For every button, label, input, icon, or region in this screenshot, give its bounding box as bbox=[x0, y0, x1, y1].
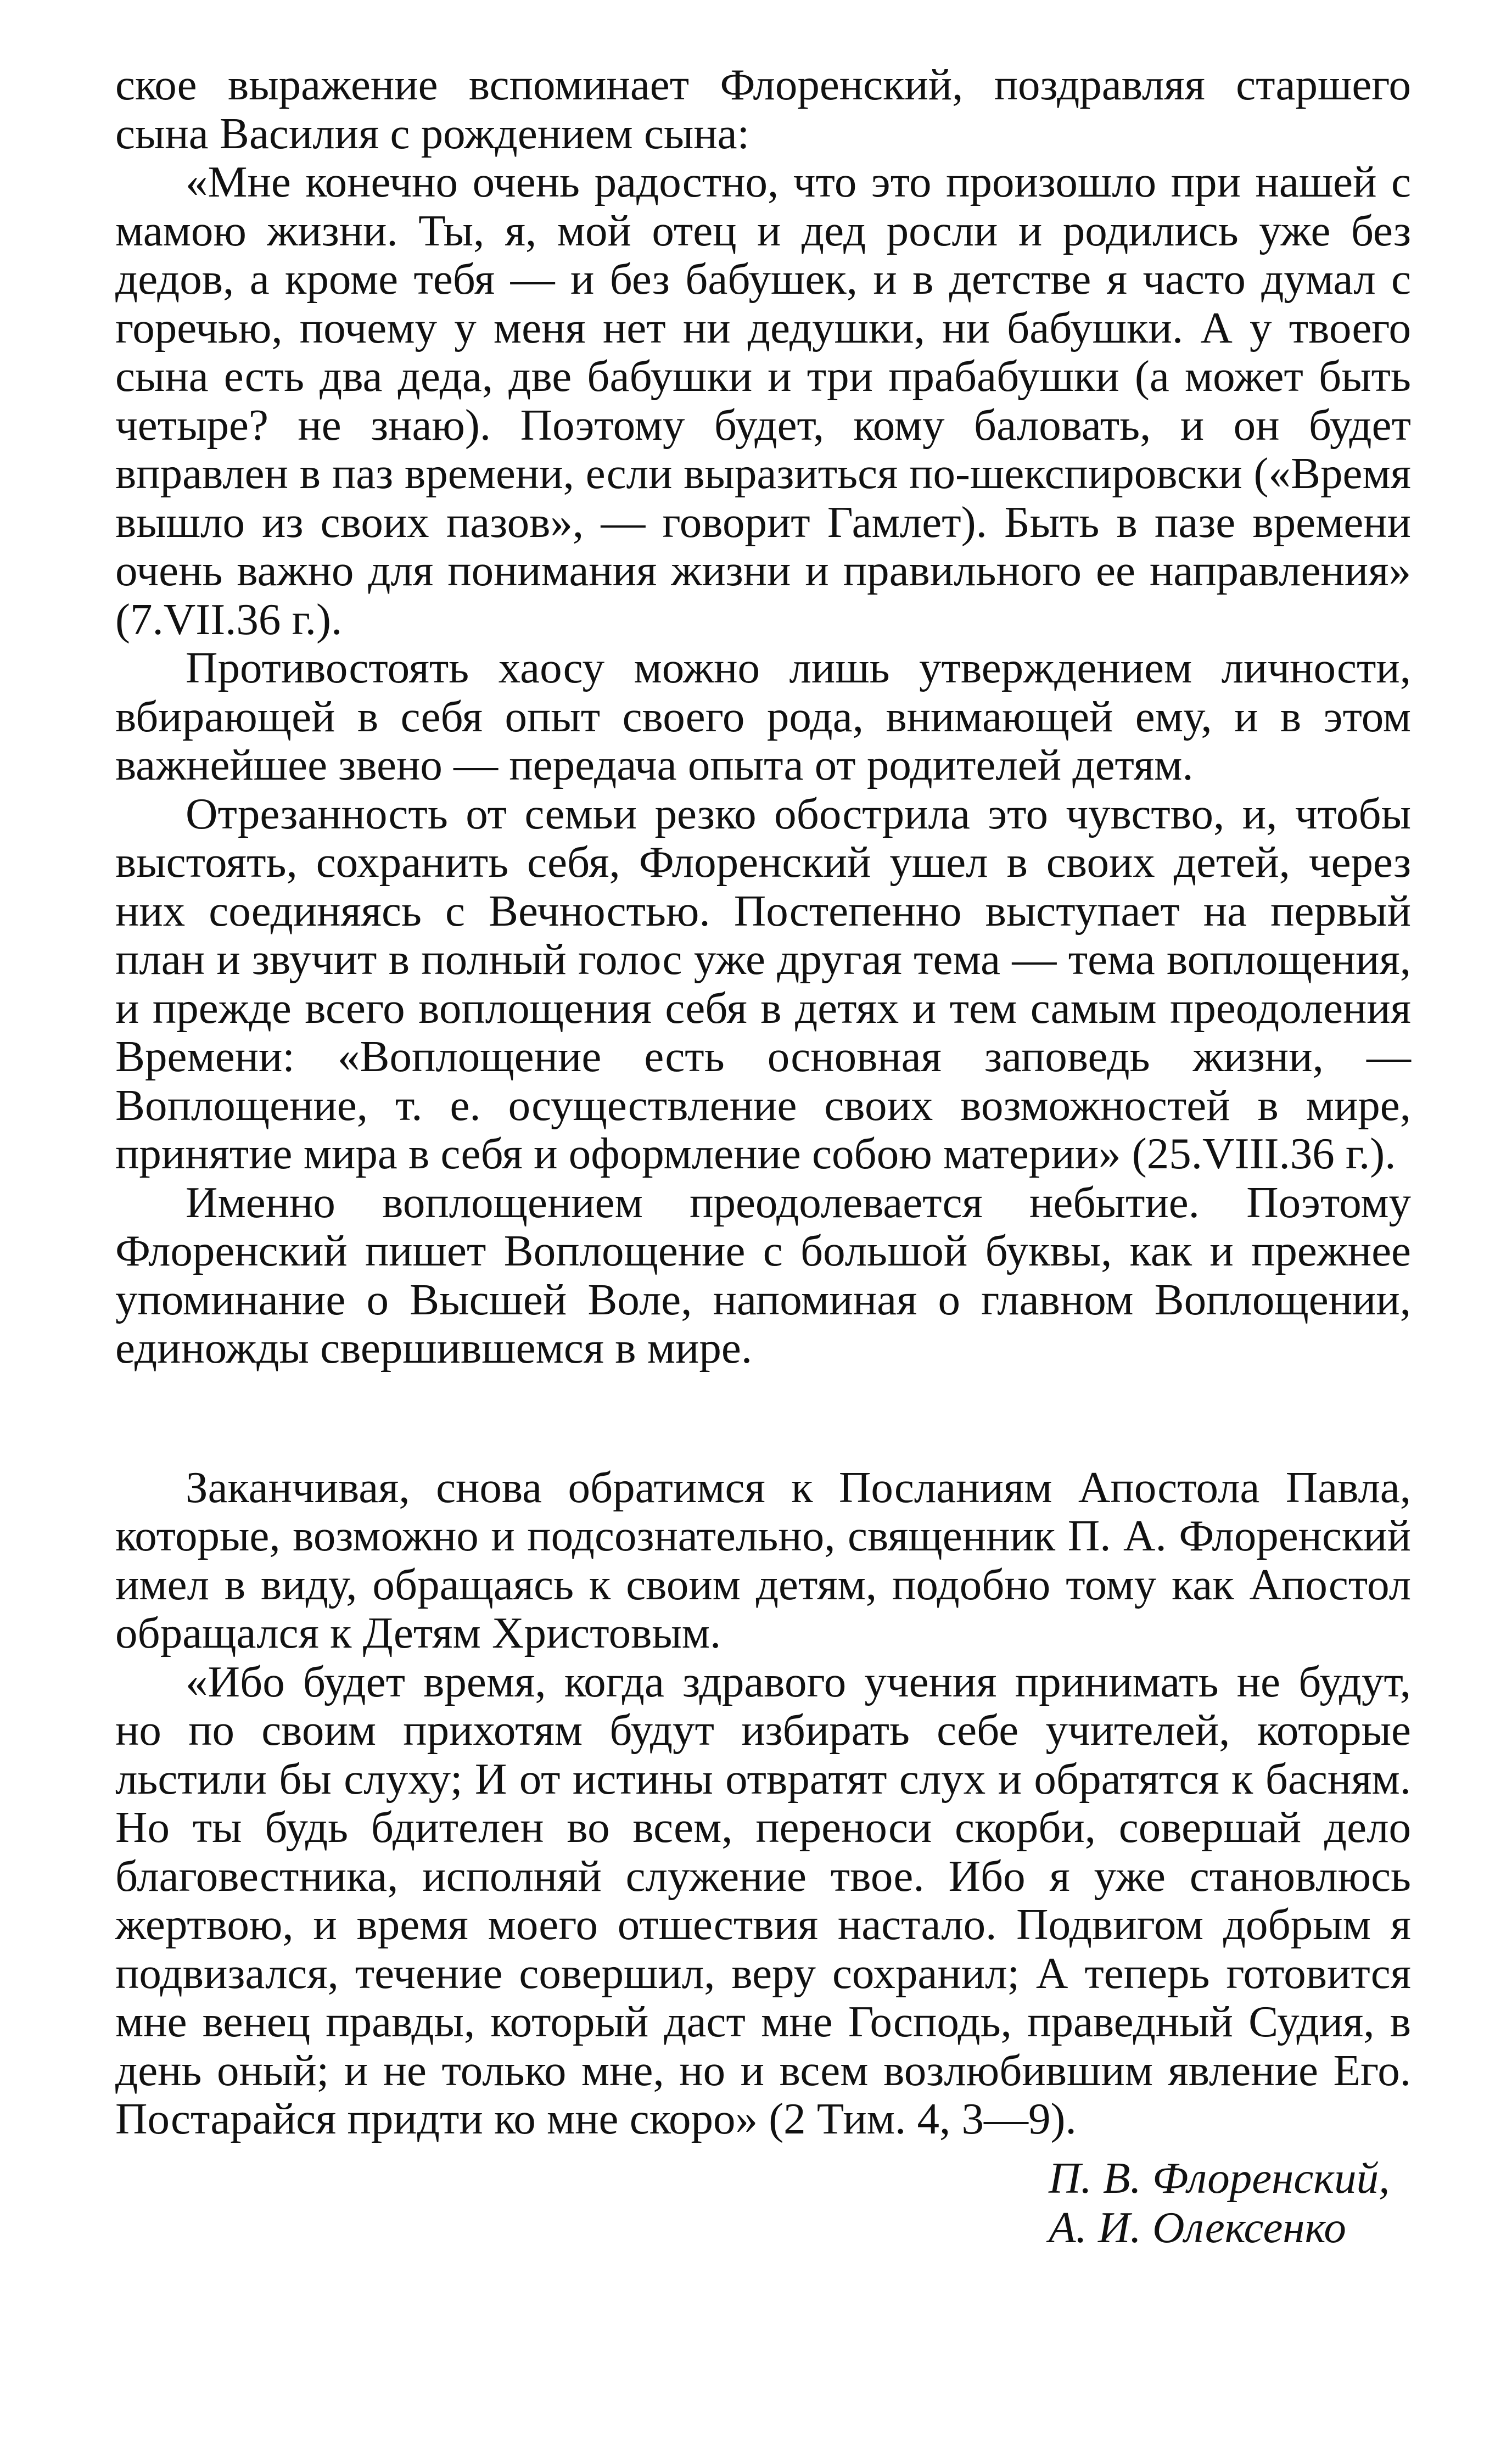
paragraph-conclusion: Заканчивая, снова обратимся к Посланиям Апостола Павла, которые, возможно и подсознательно, священник П. А. Флоренский имел в виду, обращаясь к своим детям, подобно тому как Апостол обращался к Детям Христовым. bbox=[115, 1462, 1411, 1657]
paragraph-incarnation: Отрезанность от семьи резко обострила это чувство, и, чтобы выстоять, сохранить себя, Флоренский ушел в своих детей, через них соединяясь с Вечностью. Постепенно выступает на первый план и звучит в полный голос уже другая тема — тема воплощения, и прежде всего воплощения себя в детях и тем самым преодоления Времени: «Воплощение есть основная заповедь жизни, — Воплощение, т. е. осуществление своих возможностей в мире, принятие мира в себя и оформление собою материи» (25.VIII.36 г.). bbox=[115, 788, 1411, 1178]
paragraph-nonbeing: Именно воплощением преодолевается небытие. Поэтому Флоренский пишет Воплощение с большой буквы, как и прежнее упоминание о Высшей Воле, напоминая о главном Воплощении, единожды свершившемся в мире. bbox=[115, 1177, 1411, 1373]
paragraph-letter-quote-1: «Мне конечно очень радостно, что это произошло при нашей с мамою жизни. Ты, я, мой отец и дед росли и родились уже без дедов, а кроме тебя — и без бабушек, и в детстве я часто думал с горечью, почему у меня нет ни дедушки, ни бабушки. А у твоего сына есть два деда, две бабушки и три прабабушки (а может быть четыре? не знаю). Поэтому будет, кому баловать, и он будет вправлен в паз времени, если выразиться по-шекспировски («Время вышло из своих пазов», — говорит Гамлет). Быть в пазе времени очень важно для понимания жизни и правильного ее направления» (7.VII.36 г.). bbox=[115, 157, 1411, 644]
signature-author-1: П. В. Флоренский, bbox=[1049, 2153, 1390, 2203]
document-page bbox=[115, 60, 1411, 2252]
paragraph-continuation: ское выражение вспоминает Флоренский, поздравляя старшего сына Василия с рождением сына: bbox=[115, 60, 1411, 158]
paragraph-chaos: Противостоять хаосу можно лишь утверждением личности, вбирающей в себя опыт своего рода, внимающей ему, и в этом важнейшее звено — передача опыта от родителей детям. bbox=[115, 643, 1411, 789]
section-spacer bbox=[115, 1373, 1411, 1463]
paragraph-scripture-quote: «Ибо будет время, когда здравого учения принимать не будут, но по своим прихотям будут избирать себе учителей, которые льстили бы слуху; И от истины отвратят слух и обратятся к басням. Но ты будь бдителен во всем, переноси скорби, совершай дело благовестника, исполняй служение твое. Ибо я уже становлюсь жертвою, и время моего отшествия настало. Подвигом добрым я подвизался, течение совершил, веру сохранил; А теперь готовится мне венец правды, который даст мне Господь, праведный Судия, в день оный; и не только мне, но и всем возлюбившим явление Его. Постарайся придти ко мне скоро» (2 Тим. 4, 3—9). bbox=[115, 1656, 1411, 2143]
signature-block bbox=[115, 2153, 1411, 2252]
signature-author-2: А. И. Олексенко bbox=[1049, 2202, 1346, 2252]
